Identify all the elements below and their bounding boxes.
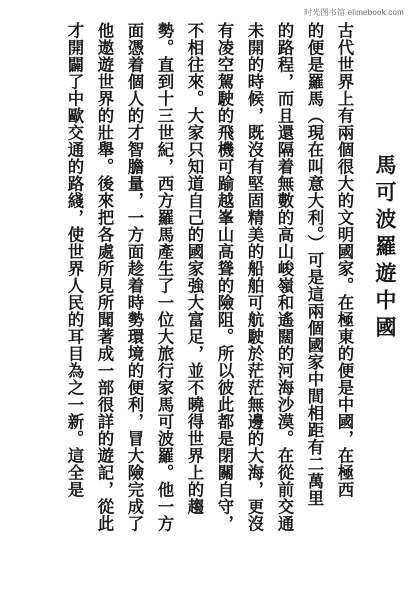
text-column-5: 有凌空駕駛的飛機可踰越峯山高聳的險阻。所以彼此都是閉關自守，: [215, 22, 234, 532]
text-column-7: 勢。直到十三世紀，西方羅馬產生了一位大旅行家馬可波羅。他一方: [155, 22, 174, 532]
watermark-text: 时光图书馆 elimebook.com: [304, 8, 404, 17]
vertical-text-body: [52, 22, 396, 582]
text-column-6: 不相往來。大家只知道自己的國家強大富足，並不曉得世界上的趨: [185, 22, 204, 515]
text-column-10: 才開闢了中歐交通的路綫，使世界人民的耳目為之一新。這全是: [65, 22, 84, 498]
text-column-1: 古代世界上有兩個很大的文明國家。在極東的便是中國，在極西: [335, 22, 354, 498]
text-column-8: 面憑着個人的才智膽量，一方面趁着時勢環境的便利，冒大險完成了: [125, 22, 144, 532]
text-column-4: 未開的時候，既沒有堅固精美的船舶可航駛於茫茫無邊的大海，更沒: [245, 22, 264, 532]
text-column-9: 他遨遊世界的壯舉。後來把各處所見所聞著成一部很詳的遊記，從此: [95, 22, 114, 532]
text-column-2: 的便是羅馬（現在叫意大利。）可是這兩個國家中間相距有二萬里: [305, 22, 324, 507]
article-title: 馬可波羅遊中國: [373, 154, 398, 343]
text-column-3: 的路程，而且還隔着無數的高山峻嶺和遙闊的河海沙漠。在從前交通: [275, 22, 294, 532]
